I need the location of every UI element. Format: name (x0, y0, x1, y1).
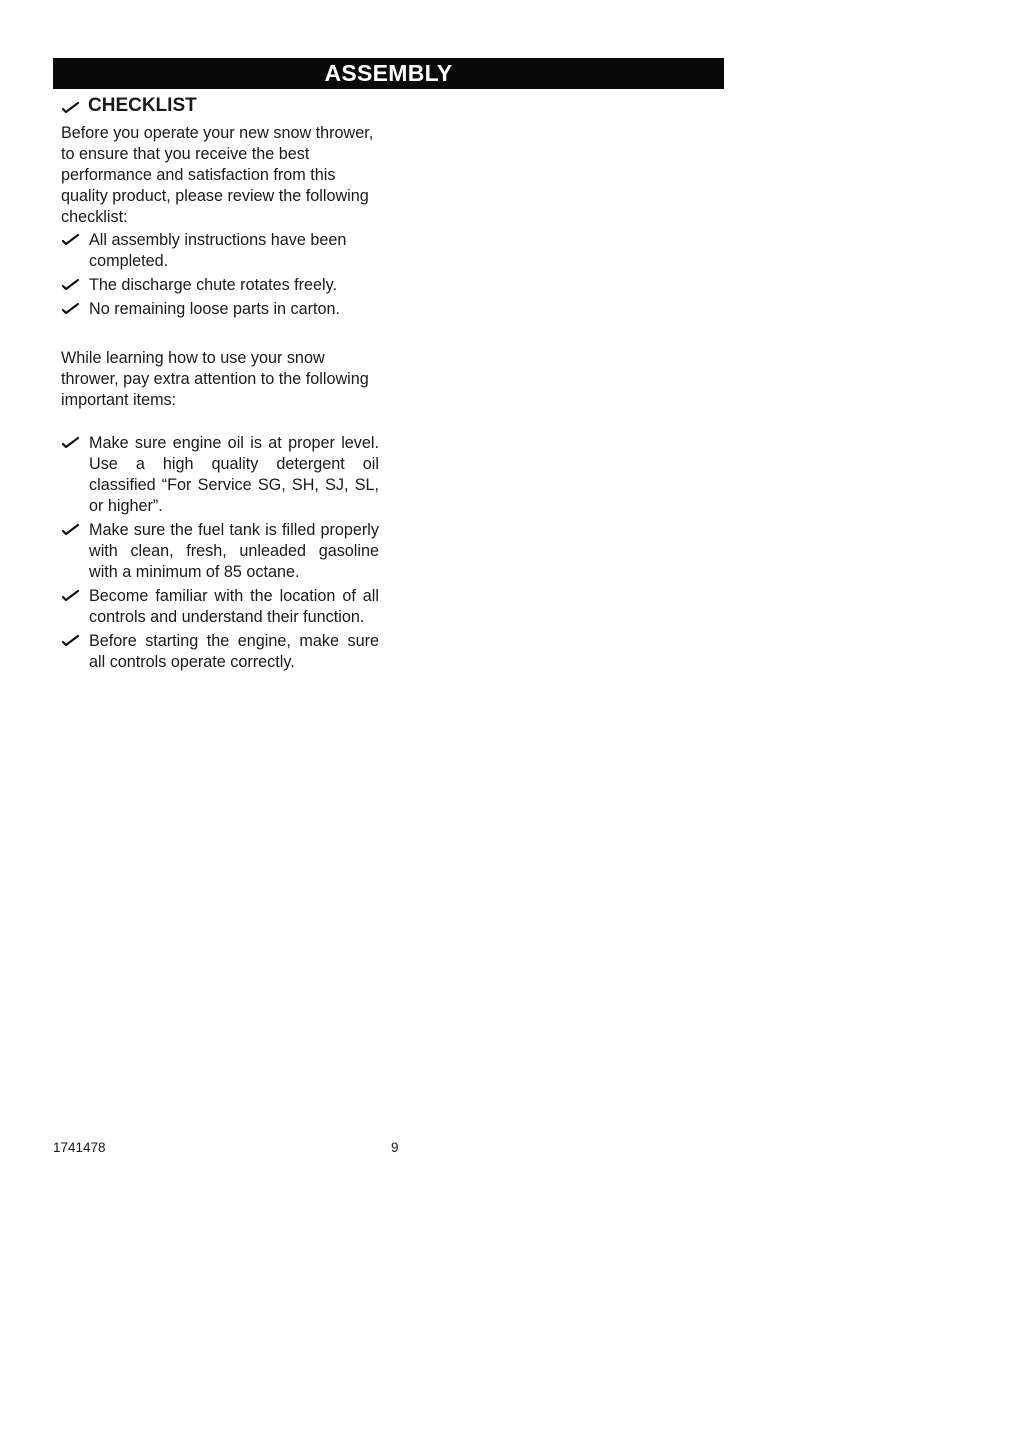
document-number: 1741478 (53, 1140, 106, 1155)
learning-list (61, 433, 379, 673)
checklist-list (61, 230, 379, 320)
checklist-item (61, 299, 379, 320)
checklist-heading-text: CHECKLIST (88, 95, 197, 116)
page-number: 9 (391, 1140, 399, 1155)
learning-item (61, 520, 379, 583)
check-mark-icon (61, 232, 81, 246)
checklist-item-text: The discharge chute rotates freely. (89, 276, 338, 294)
section-banner (53, 58, 724, 89)
learning-item-text: Become familiar with the location of all controls and understand their function. (89, 587, 379, 626)
check-mark-icon (61, 301, 81, 315)
learning-item (61, 586, 379, 628)
check-mark-icon (61, 435, 81, 449)
checklist-heading (61, 94, 379, 118)
learning-item-text: Make sure the fuel tank is filled properly with clean, fresh, unleaded gasoline with a minimum of 85 octane. (89, 521, 379, 581)
check-mark-icon (61, 277, 81, 291)
checklist-column (61, 94, 379, 676)
checklist-item (61, 275, 379, 296)
section-title: ASSEMBLY (324, 60, 453, 86)
learning-item-text: Make sure engine oil is at proper level. Use a high quality detergent oil classified “For Service SG, SH, SJ, SL, or higher”. (89, 434, 379, 515)
learning-intro: While learning how to use your snow thrower, pay extra attention to the following important items: (61, 349, 369, 409)
checklist-intro: Before you operate your new snow thrower, to ensure that you receive the best performance and satisfaction from this quality product, please review the following checklist: (61, 124, 374, 226)
check-mark-icon (61, 633, 81, 647)
checklist-item-text: All assembly instructions have been completed. (89, 231, 347, 270)
checklist-item-text: No remaining loose parts in carton. (89, 300, 341, 318)
learning-item (61, 631, 379, 673)
check-mark-icon (61, 588, 81, 602)
check-mark-icon (61, 100, 81, 114)
checklist-item (61, 230, 379, 272)
check-mark-icon (61, 522, 81, 536)
learning-item-text: Before starting the engine, make sure all controls operate correctly. (89, 632, 379, 671)
learning-item (61, 433, 379, 517)
